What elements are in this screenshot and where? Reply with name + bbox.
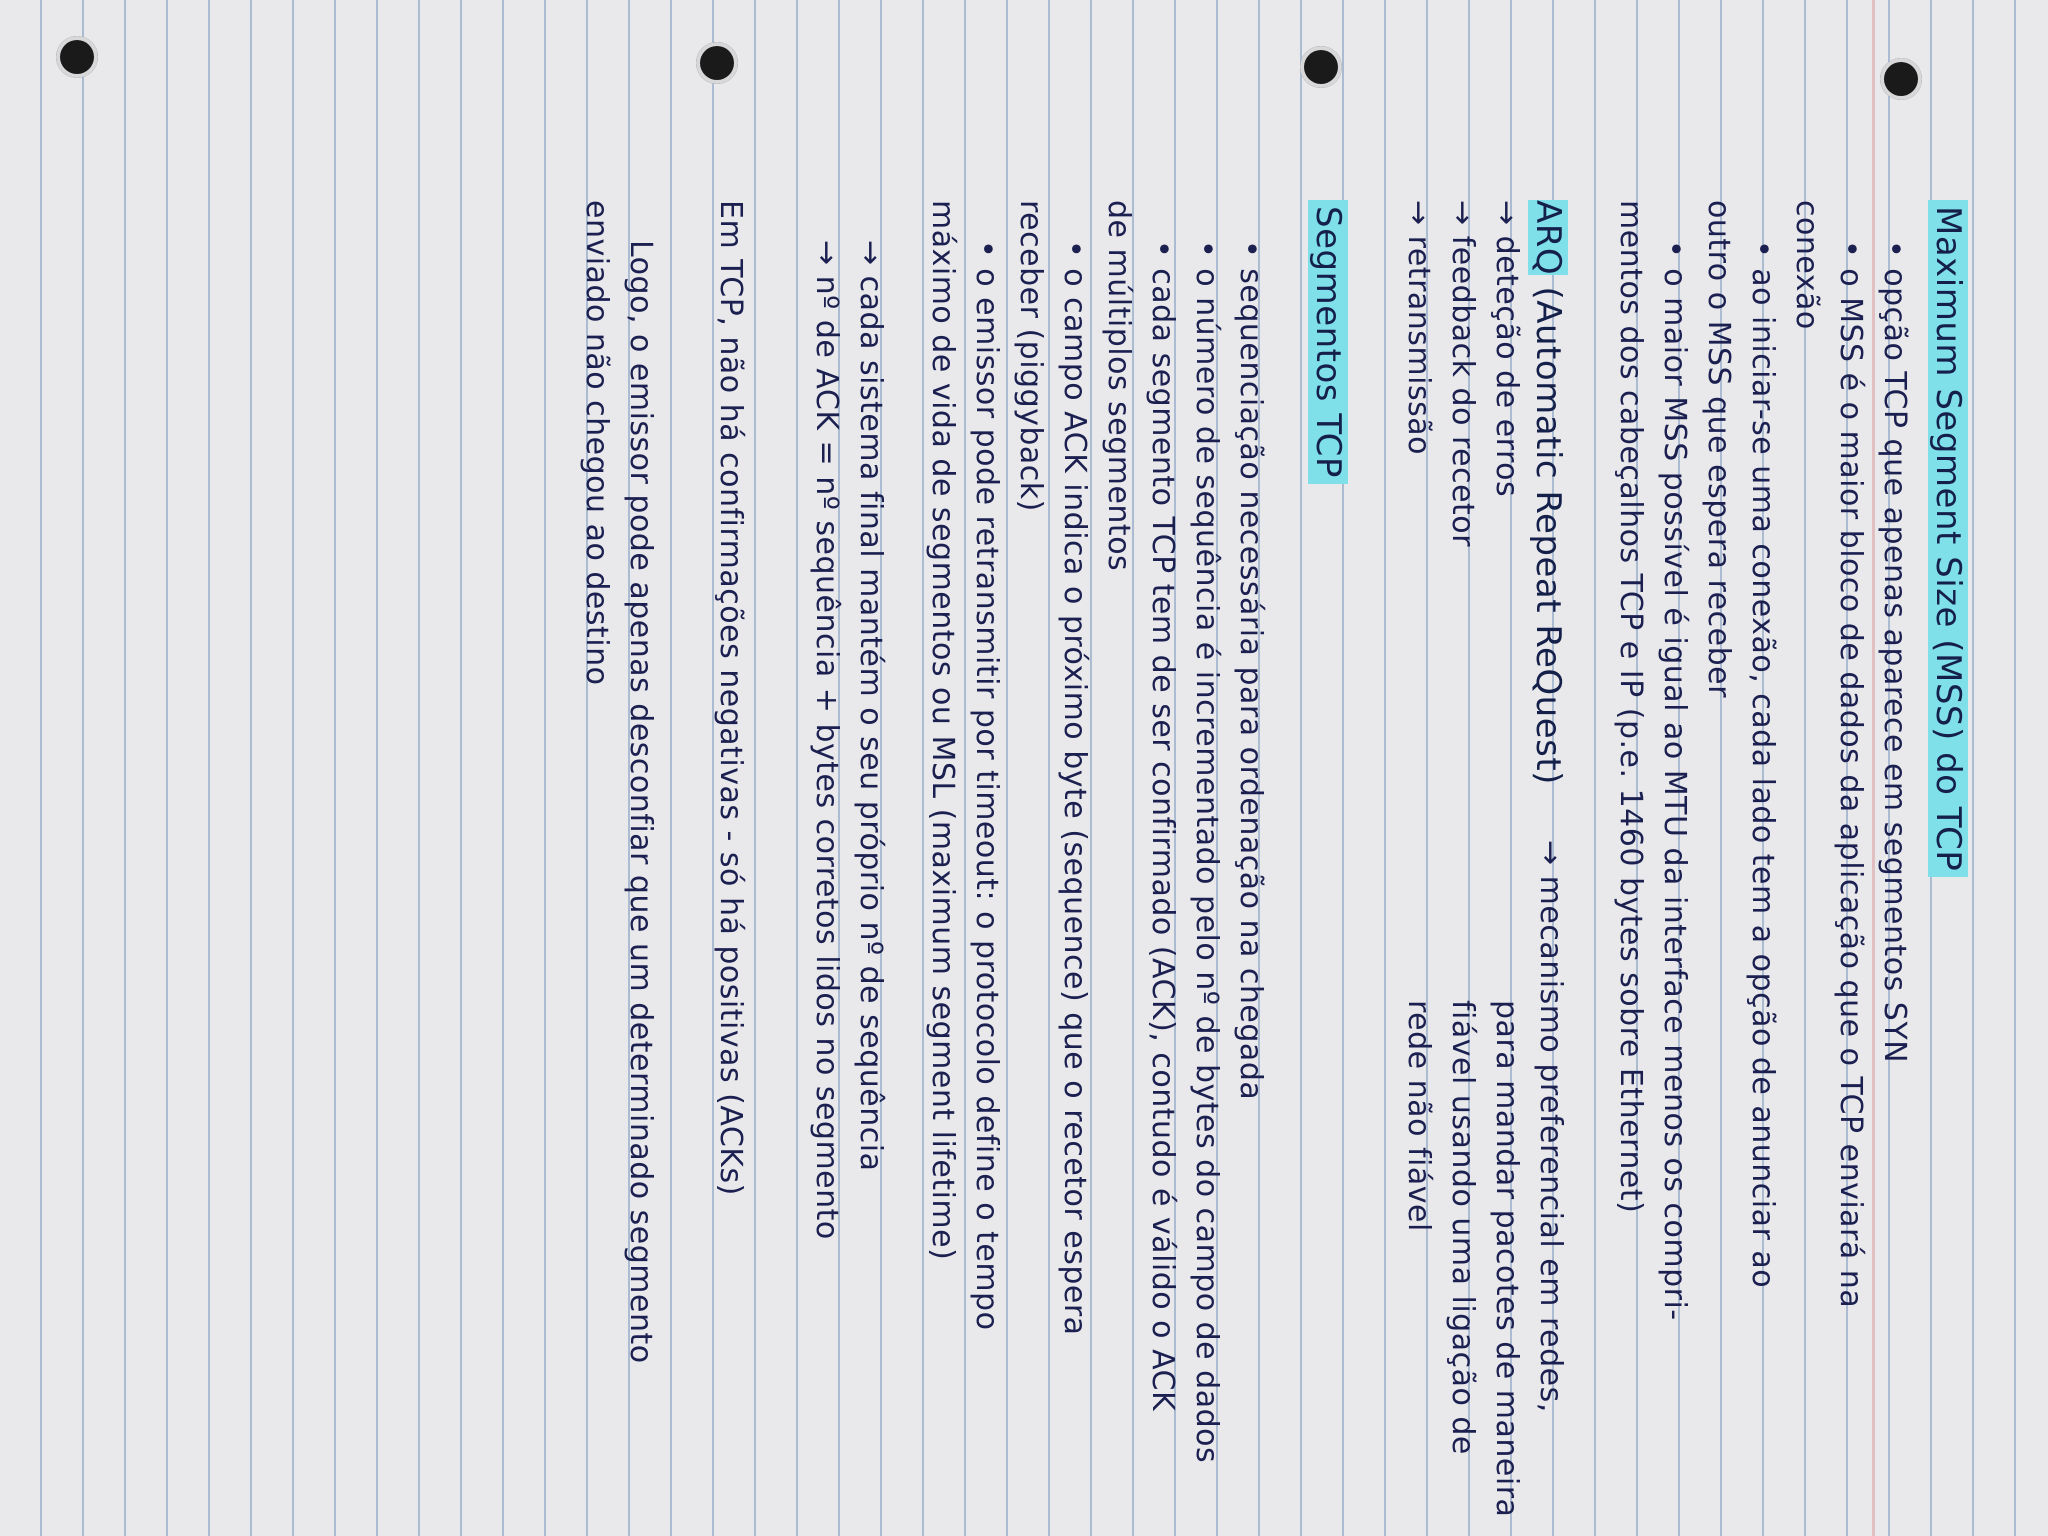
section3-line: receber (piggyback) [1013, 200, 1048, 512]
section1-line: • ao iniciar-se uma conexão, cada lado tem a opção de anunciar ao [1745, 240, 1780, 1289]
section2-left-line: → deteção de erros [1489, 200, 1524, 498]
section2-right-line: fiável usando uma ligação de [1445, 1000, 1480, 1455]
section3-line: • sequenciação necessária para ordenação na chegada [1233, 240, 1268, 1101]
section3-title: Segmentos TCP [1308, 200, 1348, 484]
section2-title: ARQ (Automatic Repeat ReQuest) [1528, 200, 1568, 785]
section4-line: Em TCP, não há confirmações negativas - só há positivas (ACKs) [713, 200, 748, 1196]
section3-line: • o número de sequência é incrementado pelo nº de bytes do campo de dados [1189, 240, 1224, 1464]
section1-title: Maximum Segment Size (MSS) do TCP [1928, 200, 1968, 877]
section1-line: • o maior MSS possível é igual ao MTU da interface menos os compri- [1657, 240, 1692, 1321]
section4-line: Logo, o emissor pode apenas desconfiar que um determinado segmento [623, 240, 658, 1364]
section2-left-line: → feedback do recetor [1445, 200, 1480, 547]
section1-line: • opção TCP que apenas aparece em segmentos SYN [1877, 240, 1912, 1064]
section2-right-line: para mandar pacotes de maneira [1489, 1000, 1524, 1518]
section3-arrow-line: → cada sistema final mantém o seu próprio nº de sequência [853, 240, 888, 1172]
section3-arrow-line: → nº de ACK = nº sequência + bytes corretos lidos no segmento [809, 240, 844, 1240]
section4-line: enviado não chegou ao destino [579, 200, 614, 686]
section1-line: • o MSS é o maior bloco de dados da aplicação que o TCP enviará na [1833, 240, 1868, 1309]
section1-line: mentos dos cabeçalhos TCP e IP (p.e. 1460 bytes sobre Ethernet) [1613, 200, 1648, 1214]
section1-line: outro o MSS que espera receber [1701, 200, 1736, 698]
section2-right-line: → mecanismo preferencial em redes, [1533, 840, 1568, 1413]
section2-right-line: rede não fiável [1401, 1000, 1436, 1232]
section3-line: • o emissor pode retransmitir por timeout: o protocolo define o tempo [969, 240, 1004, 1331]
section1-line: conexão [1789, 200, 1824, 330]
section3-line: • o campo ACK indica o próximo byte (sequence) que o recetor espera [1057, 240, 1092, 1336]
section3-line: máximo de vida de segmentos ou MSL (maximum segment lifetime) [925, 200, 960, 1261]
section2-left-line: → retransmissão [1401, 200, 1436, 455]
section3-line: de múltiplos segmentos [1101, 200, 1136, 572]
section3-line: • cada segmento TCP tem de ser confirmado (ACK), contudo é válido o ACK [1145, 240, 1180, 1412]
